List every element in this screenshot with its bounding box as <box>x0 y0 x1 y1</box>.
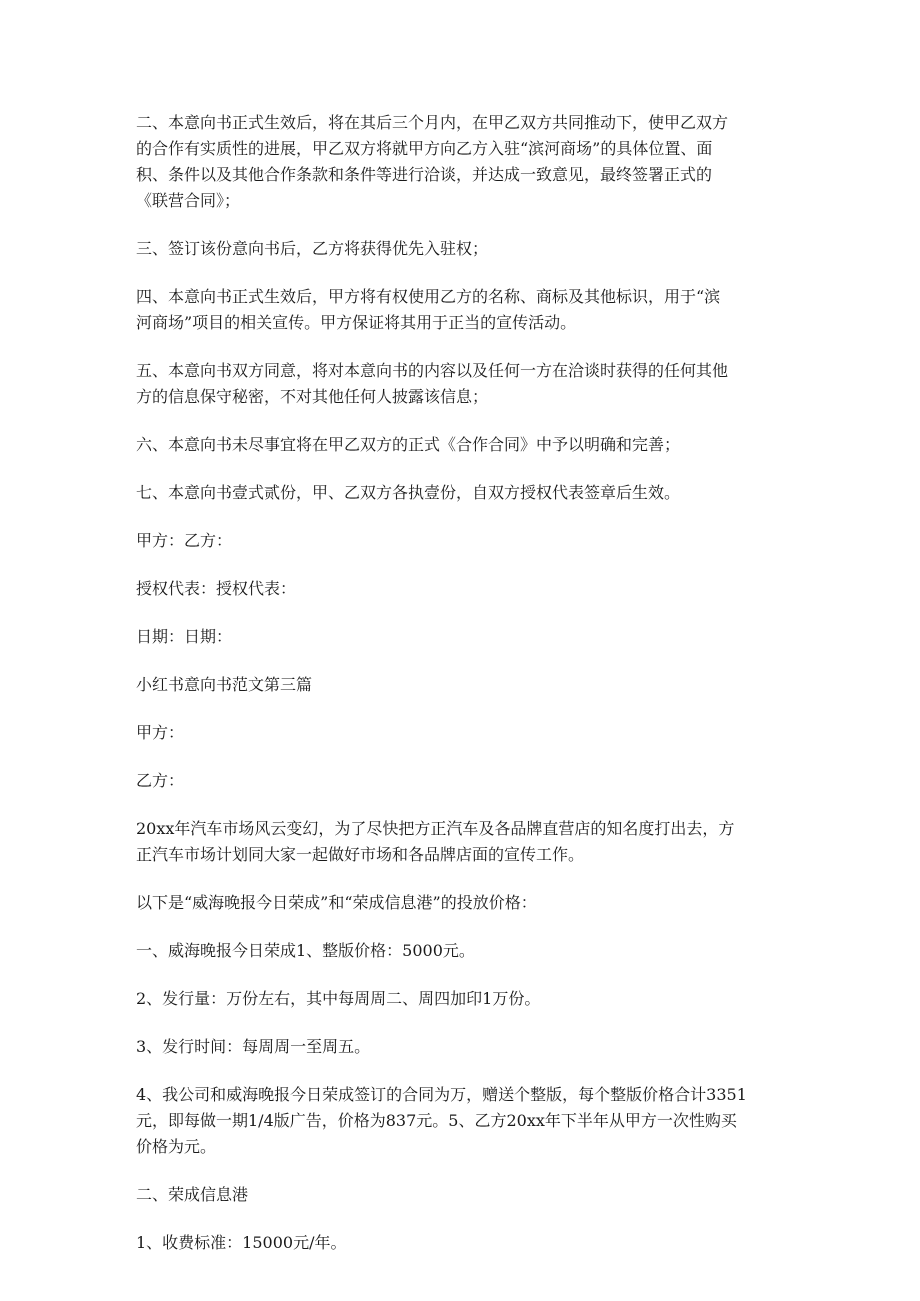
paragraph <box>136 1230 786 1256</box>
paragraph <box>136 110 786 214</box>
text-line: 甲方： <box>136 723 185 742</box>
paragraph <box>136 720 786 746</box>
text-line: 3、发行时间：每周周一至周五。 <box>136 1037 371 1056</box>
paragraph <box>136 480 786 506</box>
text-line: 七、本意向书壹式贰份，甲、乙双方各执壹份，自双方授权代表签章后生效。 <box>136 483 681 502</box>
paragraph <box>136 1082 786 1160</box>
text-line: 四、本意向书正式生效后，甲方将有权使用乙方的名称、商标及其他标识，用于“滨 <box>136 287 721 306</box>
text-line: 甲方：乙方： <box>136 531 233 550</box>
paragraph <box>136 816 786 868</box>
text-line: 1、收费标准：15000元/年。 <box>136 1233 347 1252</box>
text-line: 正汽车市场计划同大家一起做好市场和各品牌店面的宣传工作。 <box>136 845 585 864</box>
text-line: 价格为元。 <box>136 1137 217 1156</box>
paragraph <box>136 986 786 1012</box>
text-line: 二、荣成信息港 <box>136 1185 249 1204</box>
text-line: 积、条件以及其他合作条款和条件等进行洽谈，并达成一致意见，最终签署正式的 <box>136 165 713 184</box>
paragraph <box>136 576 786 602</box>
paragraph <box>136 624 786 650</box>
text-line: 一、威海晚报今日荣成1、整版价格：5000元。 <box>136 941 475 960</box>
text-line: 河商场”项目的相关宣传。甲方保证将其用于正当的宣传活动。 <box>136 313 577 332</box>
text-line: 日期：日期： <box>136 627 233 646</box>
text-line: 授权代表：授权代表： <box>136 579 297 598</box>
paragraph <box>136 890 786 916</box>
paragraph <box>136 284 786 336</box>
paragraph <box>136 528 786 554</box>
text-line: 方的信息保守秘密，不对其他任何人披露该信息； <box>136 387 489 406</box>
text-line: 20xx年汽车市场风云变幻，为了尽快把方正汽车及各品牌直营店的知名度打出去，方 <box>136 819 735 838</box>
document-body <box>136 110 786 1278</box>
text-line: 五、本意向书双方同意，将对本意向书的内容以及任何一方在洽谈时获得的任何其他 <box>136 361 729 380</box>
paragraph <box>136 358 786 410</box>
text-line: 元，即每做一期1/4版广告，价格为837元。5、乙方20xx年下半年从甲方一次性购买 <box>136 1111 737 1130</box>
paragraph <box>136 672 786 698</box>
paragraph <box>136 938 786 964</box>
text-line: 《联营合同》； <box>136 191 241 210</box>
text-line: 的合作有实质性的进展，甲乙双方将就甲方向乙方入驻“滨河商场”的具体位置、面 <box>136 139 713 158</box>
paragraph <box>136 236 786 262</box>
paragraph <box>136 768 786 794</box>
paragraph <box>136 1182 786 1208</box>
text-line: 二、本意向书正式生效后，将在其后三个月内，在甲乙双方共同推动下，使甲乙双方 <box>136 113 729 132</box>
text-line: 三、签订该份意向书后，乙方将获得优先入驻权； <box>136 239 489 258</box>
text-line: 2、发行量：万份左右，其中每周周二、周四加印1万份。 <box>136 989 541 1008</box>
paragraph <box>136 1034 786 1060</box>
text-line: 以下是“威海晚报今日荣成”和“荣成信息港”的投放价格： <box>136 893 537 912</box>
text-line: 乙方： <box>136 771 185 790</box>
paragraph <box>136 432 786 458</box>
text-line: 小红书意向书范文第三篇 <box>136 675 313 694</box>
text-line: 4、我公司和威海晚报今日荣成签订的合同为万，赠送个整版，每个整版价格合计3351 <box>136 1085 747 1104</box>
text-line: 六、本意向书未尽事宜将在甲乙双方的正式《合作合同》中予以明确和完善； <box>136 435 681 454</box>
